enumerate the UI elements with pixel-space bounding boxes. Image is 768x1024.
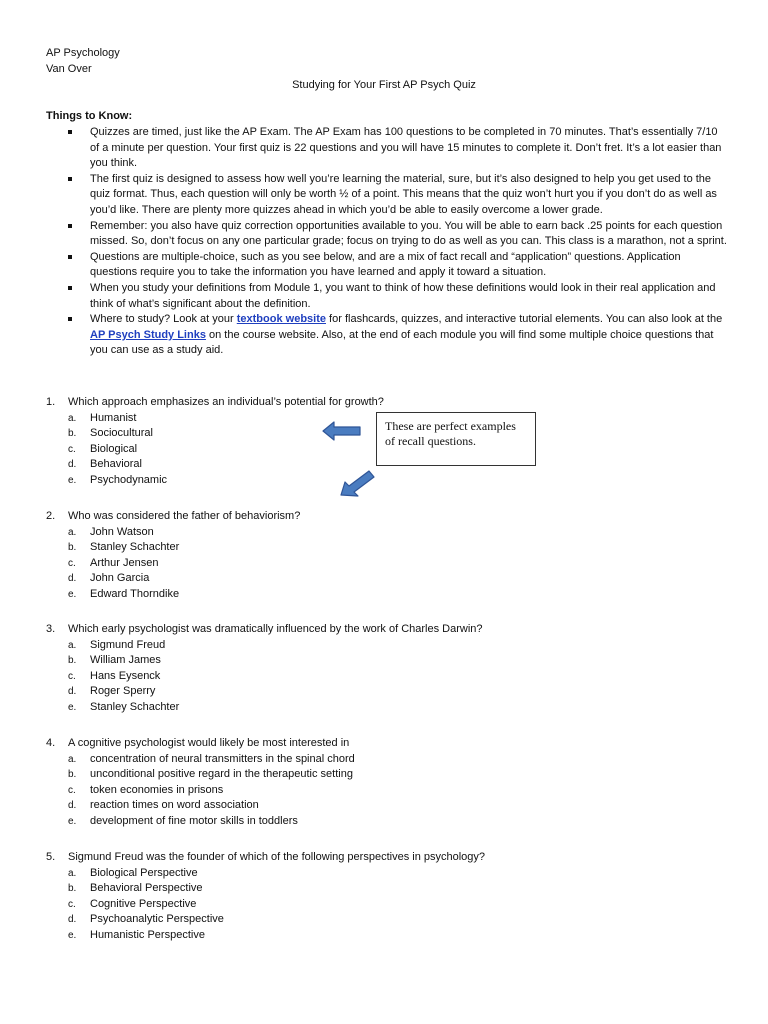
course-name: AP Psychology <box>46 47 120 59</box>
option-text: development of fine motor skills in toddlers <box>90 814 298 827</box>
option-letter: d. <box>68 914 77 926</box>
option-letter: c. <box>68 898 76 910</box>
square-bullet-icon <box>68 177 72 181</box>
bullet-text: The first quiz is designed to assess how well you’re learning the material, sure, but it’s also designed to help you get used to the quiz format. Thus, each question will only be worth ½ of a point. This means that the quiz won’t hurt you if you don’t do as well as you’d like. There are plenty more quizzes ahead in which you’d be able to easily overcome a lower grade. <box>90 172 717 216</box>
option-letter: e. <box>68 929 77 941</box>
question-text: Which early psychologist was dramatically influenced by the work of Charles Darwin? <box>68 623 483 635</box>
option-text: concentration of neural transmitters in the spinal chord <box>90 752 355 765</box>
option-text: unconditional positive regard in the therapeutic setting <box>90 768 353 781</box>
question-text: Sigmund Freud was the founder of which of the following perspectives in psychology? <box>68 851 486 863</box>
option-text: John Garcia <box>90 572 150 585</box>
square-bullet-icon <box>68 317 72 321</box>
bullet-text: on the course website. Also, at the end of each module you will find some multiple choice questions that you can use as a study aid. <box>90 328 714 357</box>
list-item <box>68 281 728 312</box>
question-text: Who was considered the father of behaviorism? <box>68 510 301 522</box>
option-text: Biological <box>90 442 138 455</box>
arrow-down-left-shape <box>341 471 374 496</box>
question-number: 5. <box>46 851 56 863</box>
question-text: Which approach emphasizes an individual’s potential for growth? <box>68 396 384 408</box>
option-letter: b. <box>68 655 77 667</box>
option-letter: b. <box>68 769 77 781</box>
bullet-text: Remember: you also have quiz correction opportunities available to you. You will be able to earn back .25 points for each question missed. So, don’t focus on any one particular grade; focus on trying to do as well as you can. This class is a marathon, not a sprint. <box>90 219 727 248</box>
option-letter: c. <box>68 670 76 682</box>
teacher-name: Van Over <box>46 63 92 75</box>
option-letter: d. <box>68 573 77 585</box>
bullet-text: Quizzes are timed, just like the AP Exam. The AP Exam has 100 questions to be completed in 70 minutes. That’s essentially 7/10 of a minute per question. Your first quiz is 22 questions and you will have 15 minutes to complete it. Don’t fret. It’s a lot easier than you think. <box>90 126 722 170</box>
option-letter: a. <box>68 867 77 879</box>
option-text: Stanley Schachter <box>90 541 180 554</box>
option-text: John Watson <box>90 525 154 538</box>
option-letter: b. <box>68 883 77 895</box>
option-letter: e. <box>68 588 77 600</box>
square-bullet-icon <box>68 286 72 290</box>
option-text: Humanist <box>90 411 137 424</box>
things-to-know-list <box>68 125 728 359</box>
arrow-down-left-icon <box>338 468 378 498</box>
option-text: Arthur Jensen <box>90 556 159 569</box>
option-letter: a. <box>68 639 77 651</box>
document-title: Studying for Your First AP Psych Quiz <box>292 79 476 91</box>
option-letter: d. <box>68 459 77 471</box>
option-text: Edward Thorndike <box>90 587 180 600</box>
bullet-text: for flashcards, quizzes, and interactive tutorial elements. You can also look at the <box>326 313 723 326</box>
arrow-left-shape <box>323 422 360 440</box>
callout-box <box>376 412 536 466</box>
list-item <box>68 312 728 359</box>
bullet-text: Questions are multiple-choice, such as you see below, and are a mix of fact recall and “application” questions. Application questions require you to take the information you have learned and apply it toward a situation. <box>90 250 681 279</box>
question-number: 3. <box>46 623 56 635</box>
option-letter: b. <box>68 542 77 554</box>
option-text: Psychodynamic <box>90 473 168 486</box>
option-text: Biological Perspective <box>90 866 198 879</box>
option-letter: a. <box>68 753 77 765</box>
question-text: A cognitive psychologist would likely be most interested in <box>68 737 350 749</box>
list-item <box>68 172 728 219</box>
option-letter: d. <box>68 686 77 698</box>
question-number: 4. <box>46 737 56 749</box>
list-item <box>68 250 728 281</box>
list-item <box>68 125 728 172</box>
option-text: Behavioral <box>90 458 142 471</box>
option-text: Hans Eysenck <box>90 669 161 682</box>
textbook-website-link[interactable]: textbook website <box>236 313 326 326</box>
bullet-text: Where to study? Look at your <box>90 313 237 326</box>
option-letter: b. <box>68 428 77 440</box>
option-text: Sociocultural <box>90 427 153 440</box>
option-text: Stanley Schachter <box>90 700 180 713</box>
question-number: 2. <box>46 510 56 522</box>
option-text: Behavioral Perspective <box>90 882 203 895</box>
option-letter: c. <box>68 443 76 455</box>
ap-psych-study-links-link[interactable]: AP Psych Study Links <box>90 328 206 341</box>
arrow-left-icon <box>322 420 362 442</box>
option-letter: e. <box>68 815 77 827</box>
square-bullet-icon <box>68 224 72 228</box>
callout-text: These are perfect examples of recall questions. <box>385 419 516 448</box>
option-text: reaction times on word association <box>90 799 259 812</box>
square-bullet-icon <box>68 255 72 259</box>
option-text: Cognitive Perspective <box>90 897 197 910</box>
option-letter: e. <box>68 474 77 486</box>
option-letter: d. <box>68 800 77 812</box>
option-text: Psychoanalytic Perspective <box>90 913 224 926</box>
option-letter: a. <box>68 412 77 424</box>
bullet-text: When you study your definitions from Module 1, you want to think of how these definitions would look in their real application and think of what’s significant about the definition. <box>90 281 716 310</box>
option-letter: c. <box>68 557 76 569</box>
things-to-know-heading: Things to Know: <box>46 110 133 122</box>
option-text: Sigmund Freud <box>90 638 166 651</box>
option-text: token economies in prisons <box>90 783 224 796</box>
option-letter: e. <box>68 701 77 713</box>
option-letter: a. <box>68 526 77 538</box>
option-text: Humanistic Perspective <box>90 928 205 941</box>
square-bullet-icon <box>68 130 72 134</box>
question-number: 1. <box>46 396 56 408</box>
option-letter: c. <box>68 784 76 796</box>
list-item <box>68 219 728 250</box>
option-text: William James <box>90 654 161 667</box>
option-text: Roger Sperry <box>90 685 156 698</box>
